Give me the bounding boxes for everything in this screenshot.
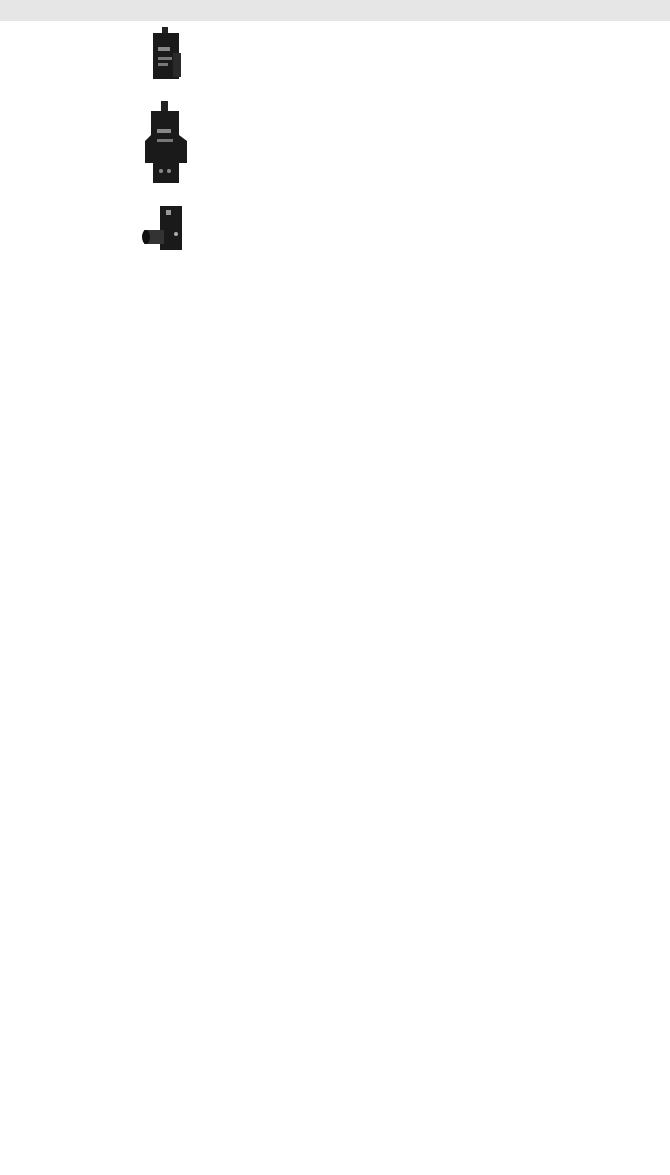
model-a22-20 (389, 91, 502, 109)
load-general (307, 91, 389, 109)
lighting-unit-type (0, 197, 109, 265)
lighting-unit-image (109, 197, 222, 265)
model-a22-11s (389, 179, 502, 197)
load-micro (307, 38, 389, 56)
switch-unit-1a-image (109, 21, 222, 91)
load-micro (307, 73, 389, 91)
header-shape (109, 0, 222, 21)
model-a22-10 (389, 21, 502, 38)
ac200v (307, 240, 389, 265)
reduced-lighting (222, 216, 307, 265)
model-a22-t1 (389, 216, 502, 240)
contact-2a (222, 91, 307, 127)
model-a22-01 (389, 56, 502, 73)
load-general (307, 127, 389, 144)
load-micro (307, 179, 389, 197)
contact-1a1b (222, 162, 307, 197)
model-a22-02 (389, 127, 502, 144)
header-model (389, 0, 502, 21)
load-general (307, 56, 389, 73)
direct-lighting (222, 197, 389, 216)
load-micro (307, 109, 389, 127)
load-general (307, 162, 389, 179)
switch-unit-type (0, 21, 109, 197)
switch-unit-remarks (502, 21, 670, 197)
load-micro (307, 144, 389, 162)
lighting-unit-remarks (502, 216, 670, 265)
model-a22-10s (389, 38, 502, 56)
model-a22-20s (389, 109, 502, 127)
header-remarks (502, 0, 670, 21)
model-a22-01s (389, 73, 502, 91)
ac100v (307, 216, 389, 240)
model-a22-t2 (389, 240, 502, 265)
load-general (307, 21, 389, 38)
contact-1b (222, 56, 307, 91)
switch-unit-2a-image (109, 91, 222, 197)
model-a22-02s (389, 144, 502, 162)
model-a22-tn (389, 197, 502, 216)
header-type (0, 0, 109, 21)
model-a22-11 (389, 162, 502, 179)
contact-2b (222, 127, 307, 162)
contact-1a (222, 21, 307, 56)
header-category (222, 0, 389, 21)
